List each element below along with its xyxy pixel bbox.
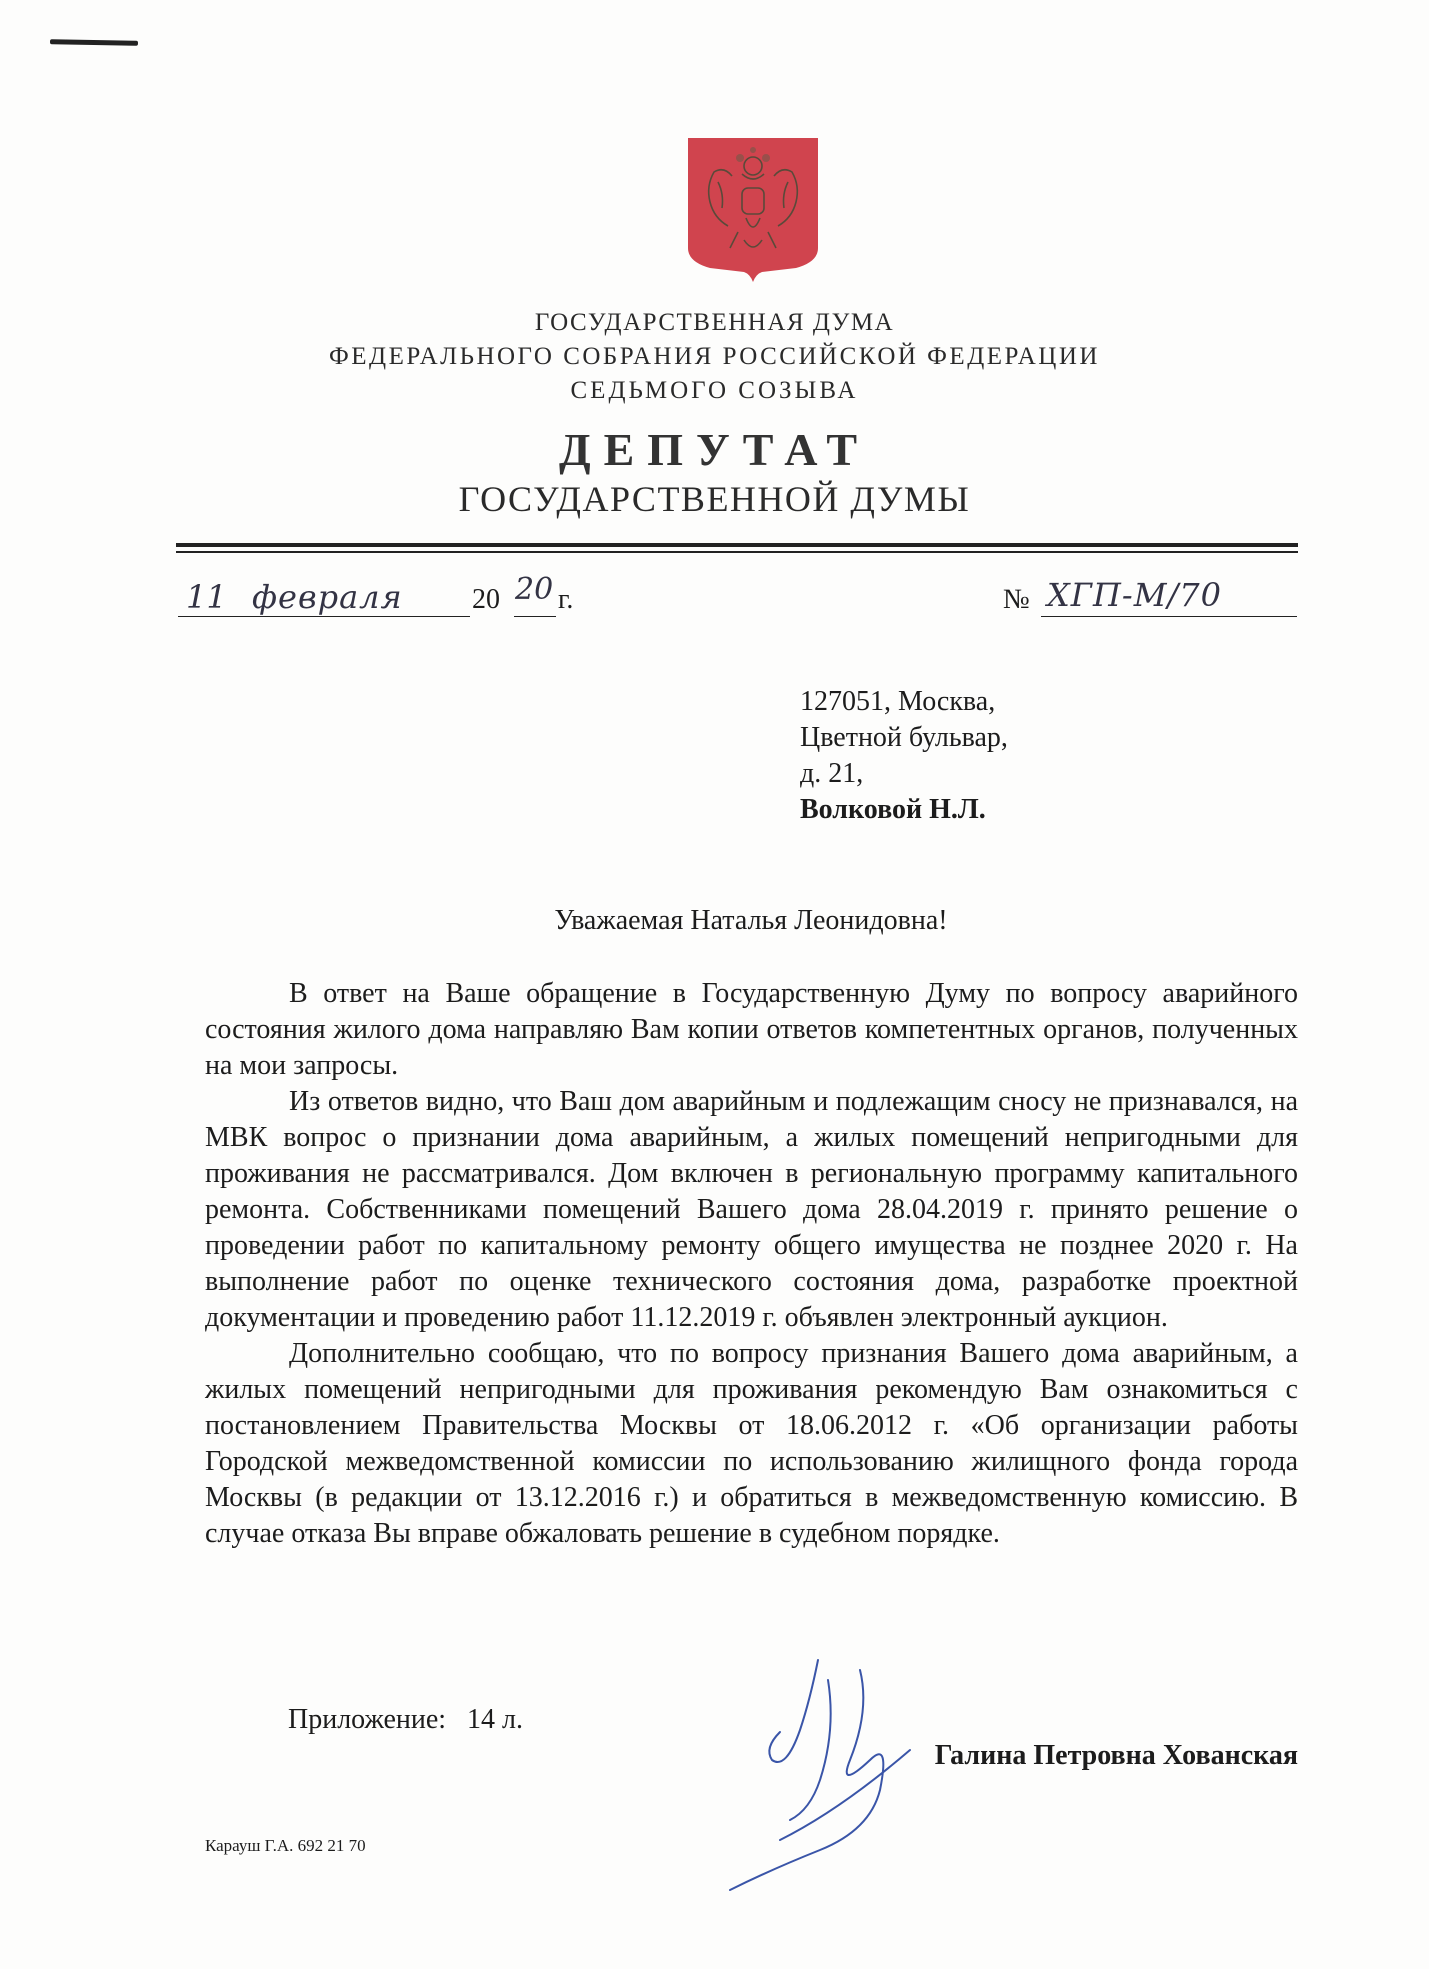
number-value: ХГП-М/70 xyxy=(1047,576,1222,614)
letter-body xyxy=(205,976,1298,1552)
attachment-note: Приложение: 14 л. xyxy=(288,1704,524,1735)
executor-note: Карауш Г.А. 692 21 70 xyxy=(205,1836,366,1855)
address-line-2: Цветной бульвар, xyxy=(800,722,1008,753)
body-paragraph-1: В ответ на Ваше обращение в Государственную Думу по вопросу аварийного состояния жилого дома направляю Вам копии ответов компетентных органов, полученных на мои запросы. xyxy=(205,978,1298,1081)
body-paragraph-3: Дополнительно сообщаю, что по вопросу признания Вашего дома аварийным, а жилых помещений непригодными для проживания рекомендую Вам ознакомиться с постановлением Правительства Москвы от 18.06.2012 г. «Об организации работы Городской межведомственной комиссии по использованию жилищного фонда города Москвы (в редакции от 13.12.2016 г.) и обратиться в межведомственную комиссию. В случае отказа Вы вправе обжаловать решение в судебном порядке. xyxy=(205,1338,1298,1549)
letter-date xyxy=(178,572,598,620)
header-line-1: ГОСУДАРСТВЕННАЯ ДУМА xyxy=(534,309,895,336)
scan-mark xyxy=(50,39,138,46)
coat-of-arms-emblem xyxy=(684,136,822,282)
signer-name: Галина Петровна Хованская xyxy=(934,1740,1298,1771)
greeting: Уважаемая Наталья Леонидовна! xyxy=(554,905,948,936)
address-line-3: д. 21, xyxy=(800,758,864,789)
deputy-title: ДЕПУТАТ xyxy=(558,424,871,475)
date-year-prefix: 20 xyxy=(472,584,500,615)
header-rule-thick xyxy=(176,543,1298,547)
handwritten-signature xyxy=(720,1640,920,1900)
date-day: 11 xyxy=(186,578,227,616)
letterhead xyxy=(0,306,1429,520)
recipient-name: Волковой Н.Л. xyxy=(800,794,986,825)
number-underline xyxy=(1041,616,1297,617)
body-paragraph-2: Из ответов видно, что Ваш дом аварийным и подлежащим сносу не признавался, на МВК вопрос о признании дома аварийным, а жилых помещений непригодными для проживания не рассматривался. Дом включен в региональную программу капитального ремонта. Собственниками помещений Вашего дома 28.04.2019 г. принято решение о проведении работ по капитальному ремонту общего имущества не позднее 2020 г. На выполнение работ по оценке технического состояния дома, разработке проектной документации и проведению работ 11.12.2019 г. объявлен электронный аукцион. xyxy=(205,1086,1298,1333)
address-line-1: 127051, Москва, xyxy=(800,686,996,717)
date-underline xyxy=(178,616,470,617)
header-rule-thin xyxy=(176,551,1298,553)
letter-number xyxy=(1003,576,1299,620)
date-year-suffix: 20 xyxy=(515,572,554,607)
header-line-2: ФЕДЕРАЛЬНОГО СОБРАНИЯ РОССИЙСКОЙ ФЕДЕРАЦИИ xyxy=(329,343,1100,370)
date-month: февраля xyxy=(252,578,403,616)
year-underline xyxy=(514,616,556,617)
header-line-3: СЕДЬМОГО СОЗЫВА xyxy=(570,377,859,404)
recipient-address xyxy=(800,684,1008,828)
date-year-unit: г. xyxy=(558,584,574,615)
number-label: № xyxy=(1003,584,1030,615)
duma-subtitle: ГОСУДАРСТВЕННОЙ ДУМЫ xyxy=(458,479,971,519)
